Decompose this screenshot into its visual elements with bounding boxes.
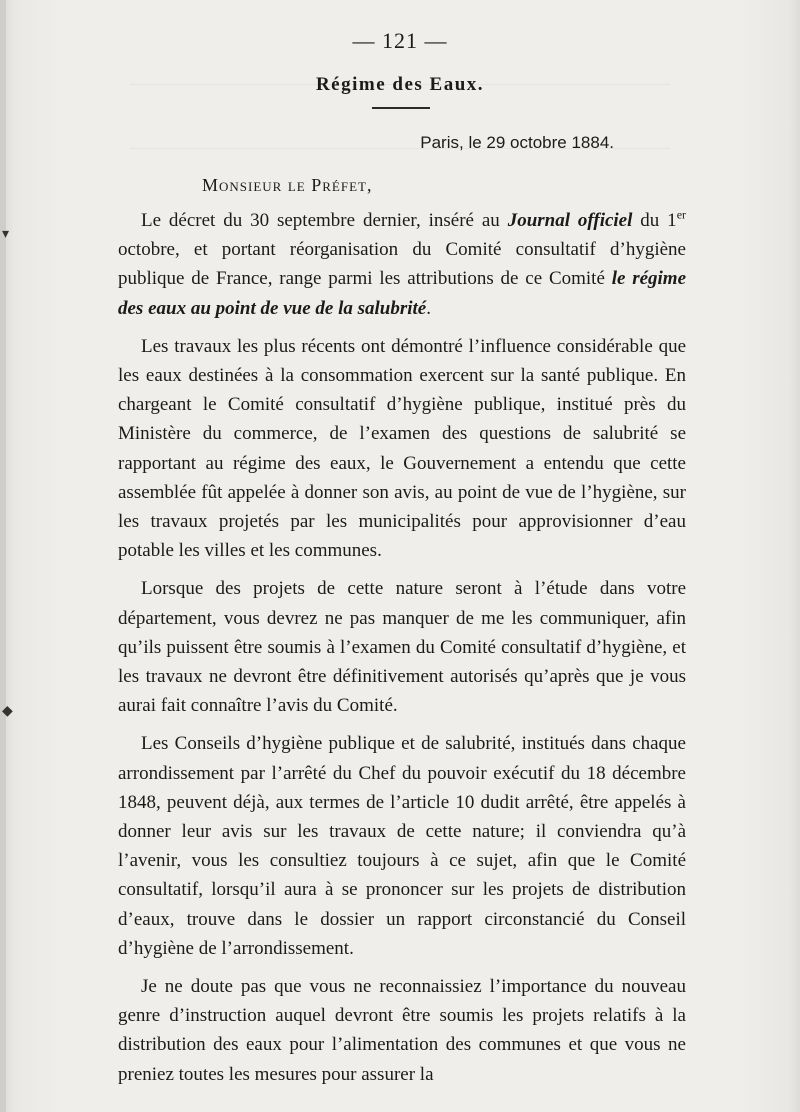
paragraph-1-text-a: Le décret du 30 septembre dernier, inséré au bbox=[141, 210, 508, 231]
section-title: Régime des Eaux. bbox=[315, 74, 485, 95]
paragraph-4: Les Conseils d’hygiène publique et de salubrité, institués dans chaque arrondissement par l’arrêté du Chef du pouvoir exécutif du 18 décembre 1848, peuvent déjà, aux termes de l’article 10 dudit arrêté, être appelés à donner leur avis sur les travaux de cette nature; il conviendra qu’à l’avenir, vous les consultiez toujours à ce sujet, afin que le Comité consultatif, lorsqu’il aura à se prononcer sur les projets de distribution d’eaux, trouve dans le dossier un rapport circonstancié du Conseil d’hygiène de l’arrondissement. bbox=[118, 733, 686, 959]
regime-des-eaux-phrase: le régime des eaux au point de vue de la salubrité bbox=[118, 268, 687, 319]
paragraph-1 bbox=[118, 206, 686, 323]
margin-mark: ▾ bbox=[2, 227, 10, 242]
paragraph-5: Je ne doute pas que vous ne reconnaissiez l’importance du nouveau genre d’instruction auquel devront être soumis les projets relatifs à la distribution des eaux pour l’alimentation des communes et que vous ne preniez toutes les mesures pour assurer la bbox=[118, 976, 686, 1085]
dateline: Paris, le 29 octobre 1884. bbox=[420, 133, 614, 152]
letter-body bbox=[118, 206, 686, 1098]
paragraph-1-text-b: du 1 bbox=[632, 210, 677, 231]
paragraph-3: Lorsque des projets de cette nature seront à l’étude dans votre département, vous devrez ne pas manquer de me les communiquer, afin qu’ils puissent être soumis à l’examen du Comité consultatif d’hygiène, et les travaux ne devront être définitivement autorisés qu’après que je vous aurai fait connaître l’avis du Comité. bbox=[118, 578, 686, 717]
paragraph-2: Les travaux les plus récents ont démontré l’influence considérable que les eaux destinées à la consommation exercent sur la santé publique. En chargeant le Comité consultatif d’hygiène publique, institué près du Ministère du commerce, de l’examen des questions de salubrité se rapportant au régime des eaux, le Gouvernement a entendu que cette assemblée fût appelée à donner son avis, au point de vue de l’hygiène, sur les travaux projetés par les municipalités pour approvisionner d’eau potable les villes et les communes. bbox=[118, 335, 686, 562]
paragraph-1-text-c: octobre, et portant réorganisation du Comité consultatif d’hygiène publique de France, range parmi les attributions de ce Comité bbox=[118, 239, 686, 290]
journal-officiel-title: Journal officiel bbox=[507, 210, 633, 231]
binding-edge bbox=[0, 0, 6, 1112]
margin-mark: ◆ bbox=[2, 704, 13, 719]
ordinal-superscript: er bbox=[676, 207, 687, 222]
title-rule bbox=[372, 107, 430, 109]
salutation: Monsieur le Préfet, bbox=[202, 175, 373, 195]
page-number: — 121 — bbox=[352, 28, 448, 53]
paragraph-1-text-d: . bbox=[426, 297, 431, 319]
